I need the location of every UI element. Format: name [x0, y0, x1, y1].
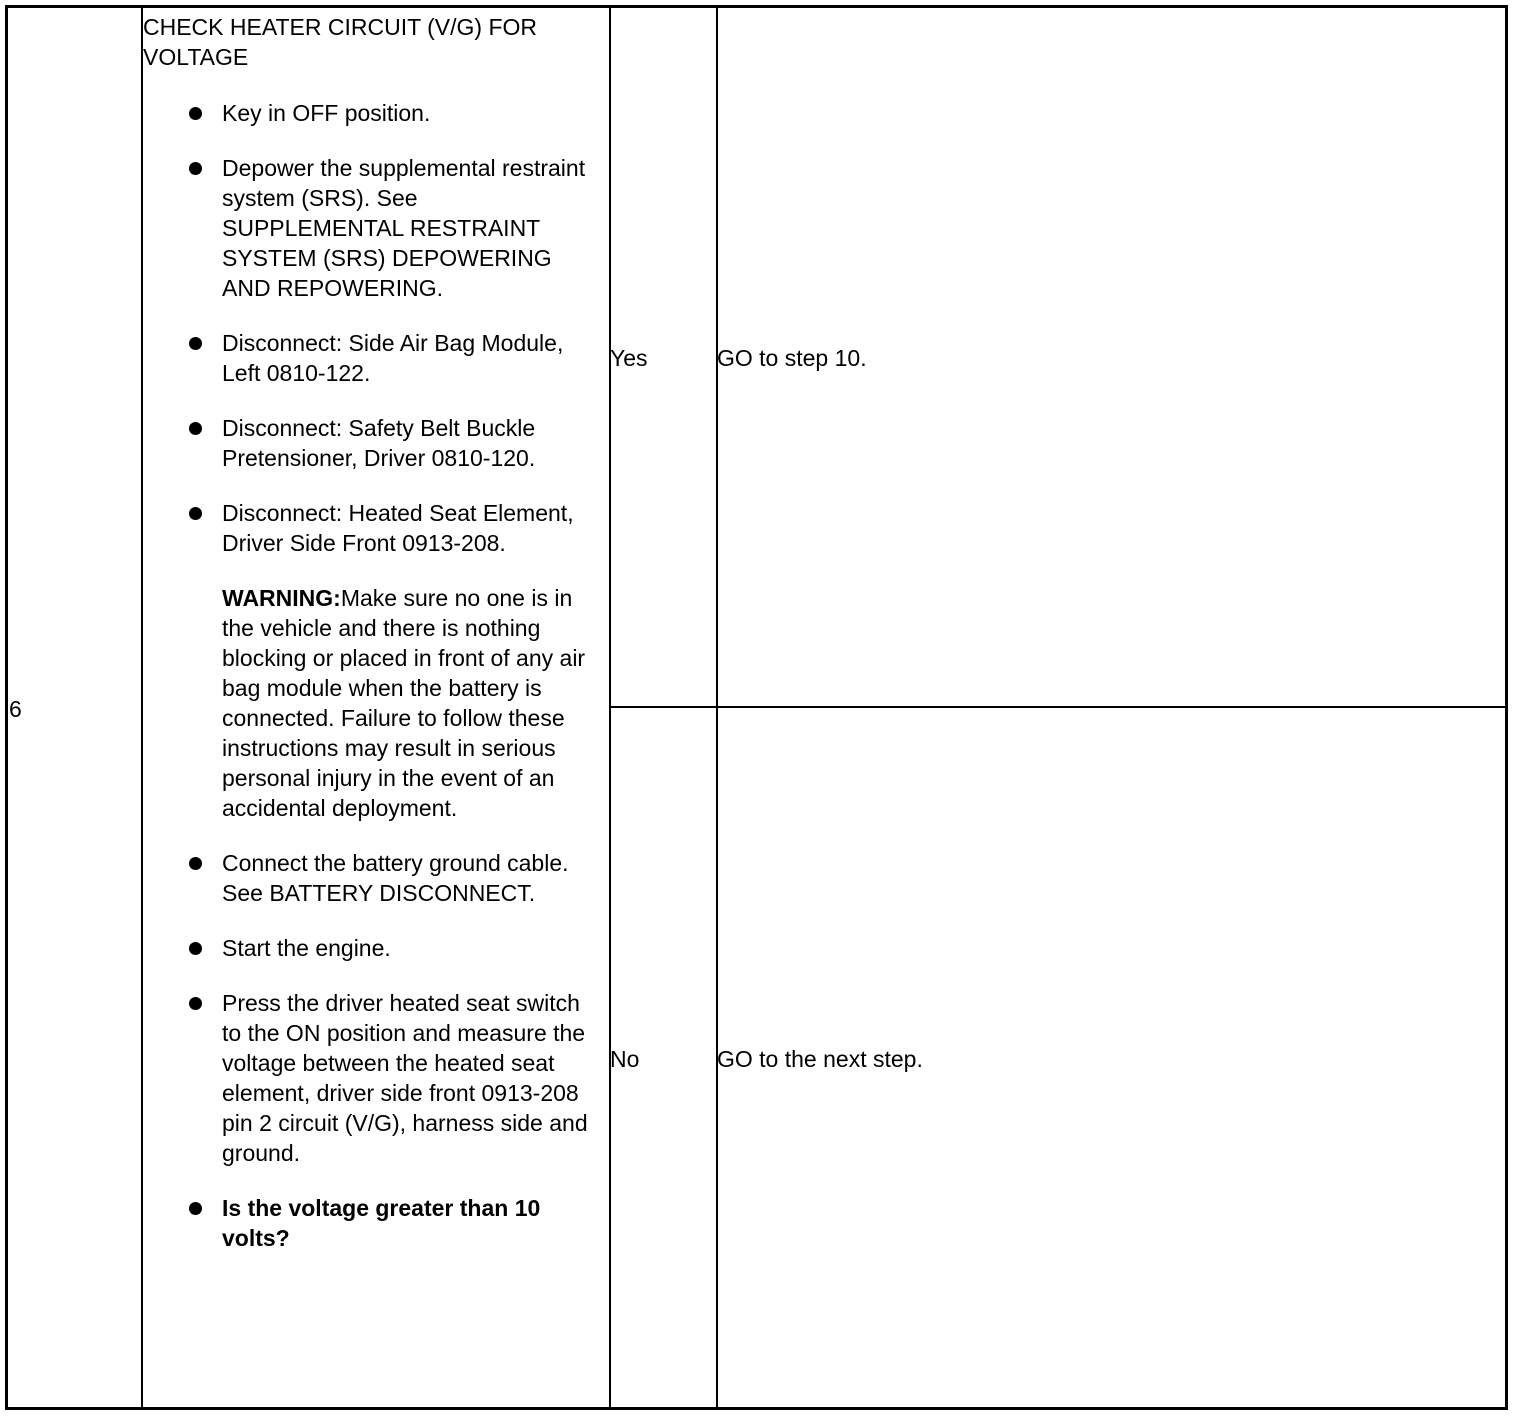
bullet-icon	[189, 162, 202, 175]
action-yes: GO to step 10.	[717, 345, 867, 371]
step-number: 6	[9, 696, 22, 722]
warning-text: Make sure no one is in the vehicle and there is nothing blocking or placed in front of any air bag module when the battery is connected. Failure to follow these instructions may result in serious personal injury in the event of an accidental deployment.	[222, 585, 586, 821]
bullet-icon	[189, 422, 202, 435]
bullet-icon	[189, 857, 202, 870]
step-heading: CHECK HEATER CIRCUIT (V/G) FOR VOLTAGE	[143, 14, 537, 70]
list-item: Press the driver heated seat switch to the ON position and measure the voltage between the heated seat element, driver side front 0913-208 pin 2 circuit (V/G), harness side and ground.	[222, 988, 603, 1168]
answer-yes: Yes	[610, 345, 648, 371]
warning-note	[222, 583, 603, 823]
list-item: Key in OFF position.	[222, 98, 603, 128]
list-item	[222, 1193, 603, 1253]
list-item: Start the engine.	[222, 933, 603, 963]
bullet-icon	[189, 1202, 202, 1215]
bullet-icon	[189, 337, 202, 350]
row-divider	[609, 706, 1505, 708]
warning-label: WARNING:	[222, 585, 341, 611]
action-no: GO to the next step.	[717, 1046, 923, 1072]
action-list	[143, 98, 603, 1253]
list-item: Disconnect: Safety Belt Buckle Pretensioner, Driver 0810-120.	[222, 413, 603, 473]
list-item: Depower the supplemental restraint system (SRS). See SUPPLEMENTAL RESTRAINT SYSTEM (SRS) DEPOWERING AND REPOWERING.	[222, 153, 603, 303]
list-item: Disconnect: Heated Seat Element, Driver Side Front 0913-208. WARNING:Make sure no one is in the vehicle and there is nothing blocking or placed in front of any air bag module when the battery is connected. Failure to follow these instructions may result in serious personal injury in the event of an accidental deployment.	[222, 498, 603, 823]
bullet-icon	[189, 507, 202, 520]
answer-no: No	[610, 1046, 640, 1072]
step-description	[143, 12, 603, 1278]
list-item: Disconnect: Side Air Bag Module, Left 0810-122.	[222, 328, 603, 388]
bullet-icon	[189, 942, 202, 955]
bullet-icon	[189, 997, 202, 1010]
step-question: Is the voltage greater than 10 volts?	[222, 1195, 541, 1251]
list-item: Connect the battery ground cable. See BATTERY DISCONNECT.	[222, 848, 603, 908]
bullet-icon	[189, 107, 202, 120]
